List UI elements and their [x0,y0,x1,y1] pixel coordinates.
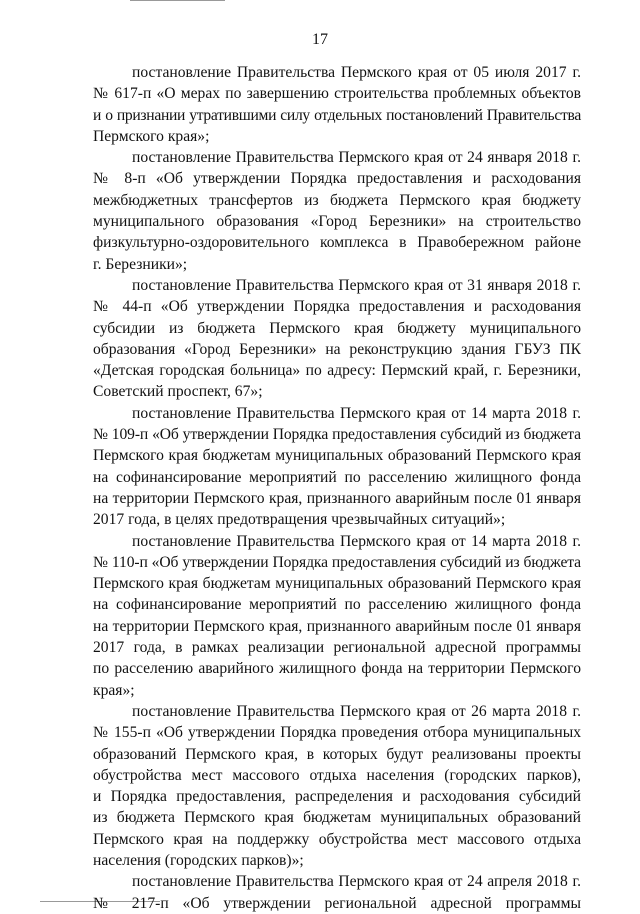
text-line: на софинансирование мероприятий по расселению жилищного фонда [93,468,581,486]
text-line: 2017 года, в целях предотвращения чрезвычайных ситуаций»; [93,511,506,529]
text-line: и о признании утратившими силу отдельных постановлений Правительства [93,106,581,124]
text-line: муниципального образования «Город Березники» на строительство [93,213,581,231]
text-line: на софинансирование мероприятий по расселению жилищного фонда [93,596,581,614]
text-line: постановление Правительства Пермского края от 14 марта 2018 г. [132,404,581,422]
text-line: физкультурно-оздоровительного комплекса в Правобережном районе [93,234,581,252]
text-line: Советский проспект, 67»; [93,383,263,401]
text-line: постановление Правительства Пермского края от 31 января 2018 г. [132,276,581,294]
text-line: на территории Пермского края, признанного аварийным после 01 января [93,617,581,635]
text-line: субсидии из бюджета Пермского края бюджету муниципального [93,319,581,337]
text-line: № 109-п «Об утверждении Порядка предоставления субсидий из бюджета [93,426,581,444]
text-line: № 110-п «Об утверждении Порядка предоставления субсидий из бюджета [93,553,581,571]
text-line: постановление Правительства Пермского края от 14 марта 2018 г. [132,532,581,550]
text-line: № 44-п «Об утверждении Порядка предоставления и расходования [93,298,581,316]
text-line: г. Березники»; [93,255,188,273]
text-line: образований Пермского края, в которых будут реализованы проекты [93,745,581,763]
text-line: из бюджета Пермского края бюджетам муниципальных образований [93,809,581,827]
text-line: постановление Правительства Пермского края от 24 января 2018 г. [132,149,581,167]
text-line: постановление Правительства Пермского края от 24 апреля 2018 г. [132,873,581,891]
paragraph [93,62,581,147]
scan-edge-mark [130,0,225,1]
text-line: № 617-п «О мерах по завершению строительства проблемных объектов [93,85,581,103]
text-line: по расселению аварийного жилищного фонда на территории Пермского [93,660,581,678]
text-line: и Порядка предоставления, распределения и расходования субсидий [93,788,581,806]
text-line: № 8-п «Об утверждении Порядка предоставления и расходования [93,170,581,188]
text-line: постановление Правительства Пермского края от 26 марта 2018 г. [132,702,581,720]
text-line: постановление Правительства Пермского края от 05 июля 2017 г. [132,64,581,81]
document-body [93,62,581,914]
text-line: обустройства мест массового отдыха населения (городских парков), [93,766,581,784]
paragraph [93,147,581,275]
paragraph [93,871,581,914]
text-line: Пермского края»; [93,127,210,145]
text-line: Пермского края на поддержку обустройства мест массового отдыха [93,830,581,848]
paragraph [93,531,581,701]
text-line: межбюджетных трансфертов из бюджета Пермского края бюджету [93,191,581,209]
paragraph [93,403,581,531]
text-line: образования «Город Березники» на реконструкцию здания ГБУЗ ПК [93,340,581,358]
text-line: края»; [93,681,135,699]
paragraph [93,701,581,871]
text-line: № 217-п «Об утверждении региональной адресной программы [93,894,581,912]
text-line: «Детская городская больница» по адресу: Пермский край, г. Березники, [93,362,581,380]
text-line: 2017 года, в рамках реализации региональной адресной программы [93,639,581,657]
text-line: Пермского края бюджетам муниципальных образований Пермского края [93,575,581,593]
text-line: Пермского края бюджетам муниципальных образований Пермского края [93,447,581,465]
text-line: на территории Пермского края, признанного аварийным после 01 января [93,489,581,507]
paragraph [93,275,581,403]
text-line: населения (городских парков)»; [93,851,304,869]
page-number: 17 [312,31,328,48]
text-line: № 155-п «Об утверждении Порядка проведения отбора муниципальных [93,724,581,742]
